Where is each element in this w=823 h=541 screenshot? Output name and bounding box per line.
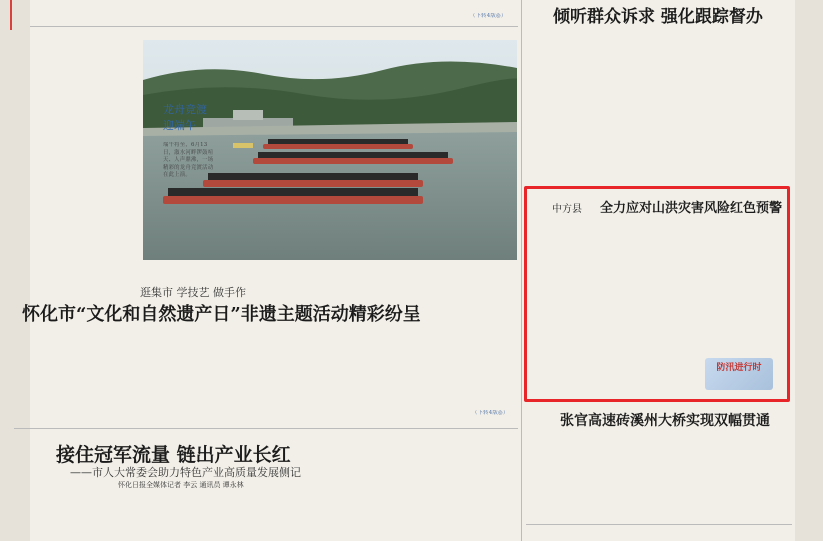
crown-body bbox=[22, 492, 420, 541]
heritage-headline: 怀化市“文化和自然遗产日”非遗主题活动精彩纷呈 bbox=[22, 304, 421, 325]
bridge-body bbox=[528, 430, 792, 520]
flood-place: 中方县 bbox=[552, 204, 582, 215]
crown-byline: 怀化日报全媒体记者 李云 通讯员 谭永林 bbox=[118, 481, 244, 489]
heritage-continued: （下转4版◎） bbox=[472, 410, 509, 416]
photo-caption-body: 端午将至，6月13日，溆水河畔锣鼓喧天、人声鼎沸，一场精彩的龙舟竞渡活动在此上演。 bbox=[163, 142, 214, 179]
column-divider bbox=[521, 0, 522, 541]
flood-headline: 全力应对山洪灾害风险红色预警 bbox=[600, 201, 783, 216]
mid-divider bbox=[14, 428, 518, 429]
left-gutter bbox=[0, 0, 30, 541]
dragon-boat-photo bbox=[143, 40, 517, 260]
crown-subheadline: ——市人大常委会助力特色产业高质量发展侧记 bbox=[70, 466, 301, 479]
right-gutter bbox=[795, 0, 823, 541]
prev-story-text-2 bbox=[148, 0, 268, 24]
top-divider bbox=[14, 26, 518, 27]
photo-caption-title: 龙舟竞渡迎端午 bbox=[163, 103, 207, 132]
heritage-kicker: 逛集市 学技艺 做手作 bbox=[140, 286, 246, 299]
top-right-body bbox=[528, 24, 792, 182]
crown-headline: 接住冠军流量 链出产业长红 bbox=[56, 444, 291, 466]
bottom-right-divider bbox=[526, 524, 792, 525]
prev-story-text bbox=[36, 0, 136, 24]
mid-column-text bbox=[428, 280, 520, 412]
prev-story-text-3 bbox=[286, 0, 406, 24]
lower-mid-column-text bbox=[428, 432, 520, 541]
continued-note: （下转4版◎） bbox=[470, 13, 507, 19]
heritage-body bbox=[22, 324, 414, 420]
top-headline: 倾听群众诉求 强化跟踪督办 bbox=[553, 7, 763, 27]
bridge-headline: 张官高速砖溪州大桥实现双幅贯通 bbox=[560, 413, 770, 429]
left-border bbox=[10, 0, 12, 30]
flood-stamp-text: 防汛进行时 bbox=[716, 363, 762, 373]
flood-stamp-graphic bbox=[705, 358, 773, 390]
